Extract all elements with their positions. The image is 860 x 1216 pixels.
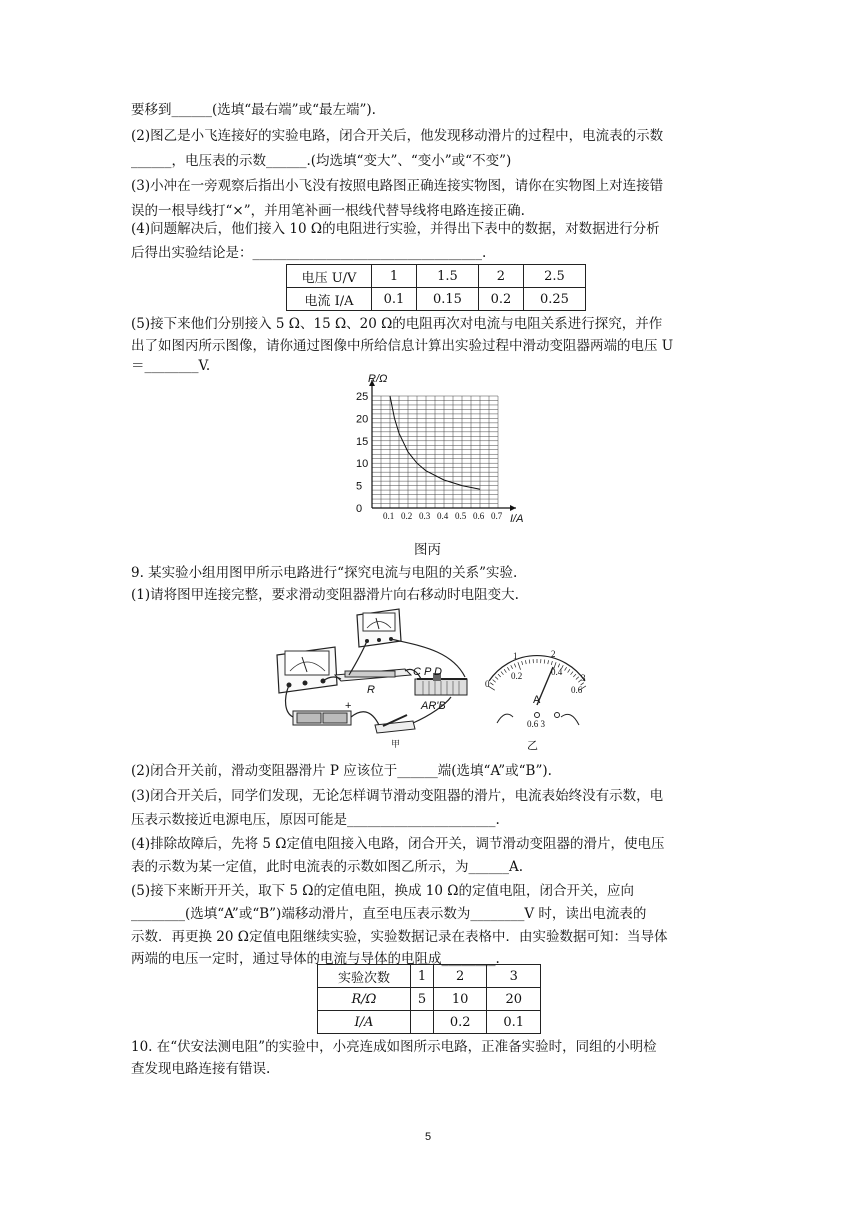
x-tick-label: 0.1 xyxy=(383,511,395,521)
y-tick-label: 10 xyxy=(356,458,369,471)
dial-tick xyxy=(548,660,549,664)
text-line: (2)图乙是小飞连接好的实验电路，闭合开关后，他发现移动滑片的过程中，电流表的示数 xyxy=(131,128,664,144)
table-cell: 3 xyxy=(487,965,541,988)
table-cell: 2 xyxy=(478,265,523,288)
text-line: 查发现电路连接有错误. xyxy=(131,1061,271,1077)
chart-ticks xyxy=(356,391,503,521)
table-cell: 电流 I/A xyxy=(287,288,372,311)
table-row xyxy=(287,265,586,288)
table-cell: 1.5 xyxy=(416,265,478,288)
dial-tick xyxy=(568,669,570,672)
r-vs-i-chart xyxy=(330,373,530,530)
table-cell: I/A xyxy=(318,1011,411,1034)
x-tick-label: 0.7 xyxy=(491,511,503,521)
voltmeter-icon xyxy=(357,609,401,647)
dial-tick xyxy=(522,661,523,665)
y-tick-label: 20 xyxy=(356,413,369,426)
x-tick-label: 0.3 xyxy=(419,511,431,521)
dial-tick xyxy=(573,674,576,677)
table-cell: 0.25 xyxy=(523,288,585,311)
ammeter-dial-icon xyxy=(485,649,586,752)
table-cell: 0.15 xyxy=(416,288,478,311)
voltage-current-table xyxy=(286,264,586,311)
dial-tick xyxy=(518,662,521,670)
text-line: ______，电压表的示数______.(均选填“变大”、“变小”或“不变”) xyxy=(131,153,512,169)
table-row xyxy=(318,1011,541,1034)
circuit-diagram xyxy=(275,605,605,755)
text-line: 示数．再更换 20 Ω定值电阻继续实验，实验数据记录在表格中．由实验数据可知：当导体 xyxy=(131,929,668,945)
rheostat-bottom-labels: AR'B xyxy=(421,700,446,712)
table-cell: 0.2 xyxy=(433,1011,487,1034)
text-line: 误的一根导线打“×”，并用笔补画一根线代替导线将电路连接正确. xyxy=(131,203,525,219)
dial-terminals: 0.6 3 xyxy=(527,719,545,729)
table-cell: 0.2 xyxy=(478,288,523,311)
text-line: 要移到______(选填“最右端”或“最左端”). xyxy=(131,102,376,118)
table-cell: 电压 U/V xyxy=(287,265,372,288)
resistance-current-table xyxy=(317,964,541,1034)
text-line: (5)接下来他们分别接入 5 Ω、15 Ω、20 Ω的电阻再次对电流与电阻关系进行探究，并作 xyxy=(131,316,663,332)
dial-tick xyxy=(504,669,506,672)
text-line: (5)接下来断开开关，取下 5 Ω的定值电阻，换成 10 Ω的定值电阻，闭合开关，应向 xyxy=(131,883,634,899)
dial-tick xyxy=(511,665,513,669)
page-number: 5 xyxy=(425,1131,432,1143)
text-line: ＝________V. xyxy=(131,358,211,374)
dial-tick xyxy=(544,660,545,664)
y-tick-label: 15 xyxy=(356,435,369,448)
text-line: 表的示数为某一定值，此时电流表的示数如图乙所示，为______A. xyxy=(131,859,524,875)
y-tick-label: 0 xyxy=(356,503,363,515)
dial-label: 1 xyxy=(513,651,518,661)
x-axis-arrow xyxy=(510,505,516,511)
y-tick-label: 5 xyxy=(356,480,363,493)
rheostat-top-labels: C P D xyxy=(413,666,442,678)
dial-label: 2 xyxy=(551,649,556,659)
x-tick-label: 0.6 xyxy=(473,511,485,521)
dial-label: 0.2 xyxy=(511,671,523,681)
figure-caption: 图丙 xyxy=(414,542,441,558)
rheostat-icon xyxy=(413,666,467,712)
y-tick-label: 25 xyxy=(356,391,369,403)
table-cell: 10 xyxy=(433,988,487,1011)
battery-icon xyxy=(293,700,351,725)
table-row xyxy=(318,965,541,988)
x-tick-label: 0.5 xyxy=(455,511,467,521)
figure-label-jia: 甲 xyxy=(391,739,401,749)
text-line: (4)排除故障后，先将 5 Ω定值电阻接入电路，闭合开关，调节滑动变阻器的滑片，使电压 xyxy=(131,836,665,852)
table-row xyxy=(318,988,541,1011)
dial-tick xyxy=(565,667,567,670)
dial-tick xyxy=(514,664,516,668)
table-row xyxy=(287,288,586,311)
text-line: (2)闭合开关前，滑动变阻器滑片 P 应该位于______端(选填“A”或“B”). xyxy=(131,763,552,779)
question-10-stem: 10. 在“伏安法测电阻”的实验中，小亮连成如图所示电路，正准备实验时，同组的小明检 xyxy=(131,1039,657,1055)
dial-tick xyxy=(501,672,503,675)
figure-label-yi: 乙 xyxy=(527,740,538,752)
table-cell: 5 xyxy=(411,988,434,1011)
resistor-icon xyxy=(335,669,411,696)
table-cell: 0.1 xyxy=(487,1011,541,1034)
table-cell: 2 xyxy=(433,965,487,988)
x-tick-label: 0.4 xyxy=(437,511,449,521)
text-line: (1)请将图甲连接完整，要求滑动变阻器滑片向右移动时电阻变大. xyxy=(131,587,519,603)
chart-grid xyxy=(372,396,498,508)
x-axis-label: I/A xyxy=(510,513,524,525)
dial-tick xyxy=(498,674,501,677)
resistor-label: R xyxy=(367,684,375,696)
text-line: 后得出实验结论是：__________________________________. xyxy=(131,245,487,261)
dial-label: 3 xyxy=(581,673,586,683)
dial-tick xyxy=(525,660,526,664)
x-tick-label: 0.2 xyxy=(401,511,413,521)
table-cell: 0.1 xyxy=(372,288,417,311)
text-line: (3)小冲在一旁观察后指出小飞没有按照电路图正确连接实物图，请你在实物图上对连接错 xyxy=(131,178,664,194)
dial-tick xyxy=(507,667,509,670)
dial-tick xyxy=(495,677,498,680)
text-line: ________(选填“A”或“B”)端移动滑片，直至电压表示数为________V 时，读出电流表的 xyxy=(131,906,647,922)
question-9-stem: 9. 某实验小组用图甲所示电路进行“探究电流与电阻的关系”实验. xyxy=(131,565,518,581)
text-line: (3)闭合开关后，同学们发现，无论怎样调节滑动变阻器的滑片，电流表始终没有示数，电 xyxy=(131,788,664,804)
dial-tick xyxy=(529,660,530,664)
table-cell: 实验次数 xyxy=(318,965,411,988)
table-cell: 1 xyxy=(372,265,417,288)
dial-label: 0.4 xyxy=(551,667,563,677)
dial-label: 0.6 xyxy=(571,685,583,695)
dial-tick xyxy=(576,677,579,680)
y-axis-label: R/Ω xyxy=(368,373,388,385)
dial-tick xyxy=(551,661,552,665)
text-line: (4)问题解决后，他们接入 10 Ω的电阻进行实验，并得出下表中的数据，对数据进行分析 xyxy=(131,221,660,237)
table-cell: 1 xyxy=(411,965,434,988)
table-cell: 2.5 xyxy=(523,265,585,288)
text-line: 出了如图丙所示图像，请你通过图像中所给信息计算出实验过程中滑动变阻器两端的电压 U xyxy=(131,338,674,354)
dial-tick xyxy=(493,680,496,683)
text-line: 压表示数接近电源电压，原因可能是______________________. xyxy=(131,812,500,828)
svg-text:+: + xyxy=(345,700,352,712)
switch-icon xyxy=(375,715,415,749)
dial-tick xyxy=(571,672,573,675)
table-cell xyxy=(411,1011,434,1034)
dial-label: 0 xyxy=(485,679,490,689)
ammeter-icon xyxy=(277,647,337,693)
dial-tick xyxy=(490,683,493,685)
table-cell: R/Ω xyxy=(318,988,411,1011)
text-line: 两端的电压一定时，通过导体的电流与导体的电阻成________. xyxy=(131,951,500,967)
table-cell: 20 xyxy=(487,988,541,1011)
dial-unit: A xyxy=(533,694,541,706)
